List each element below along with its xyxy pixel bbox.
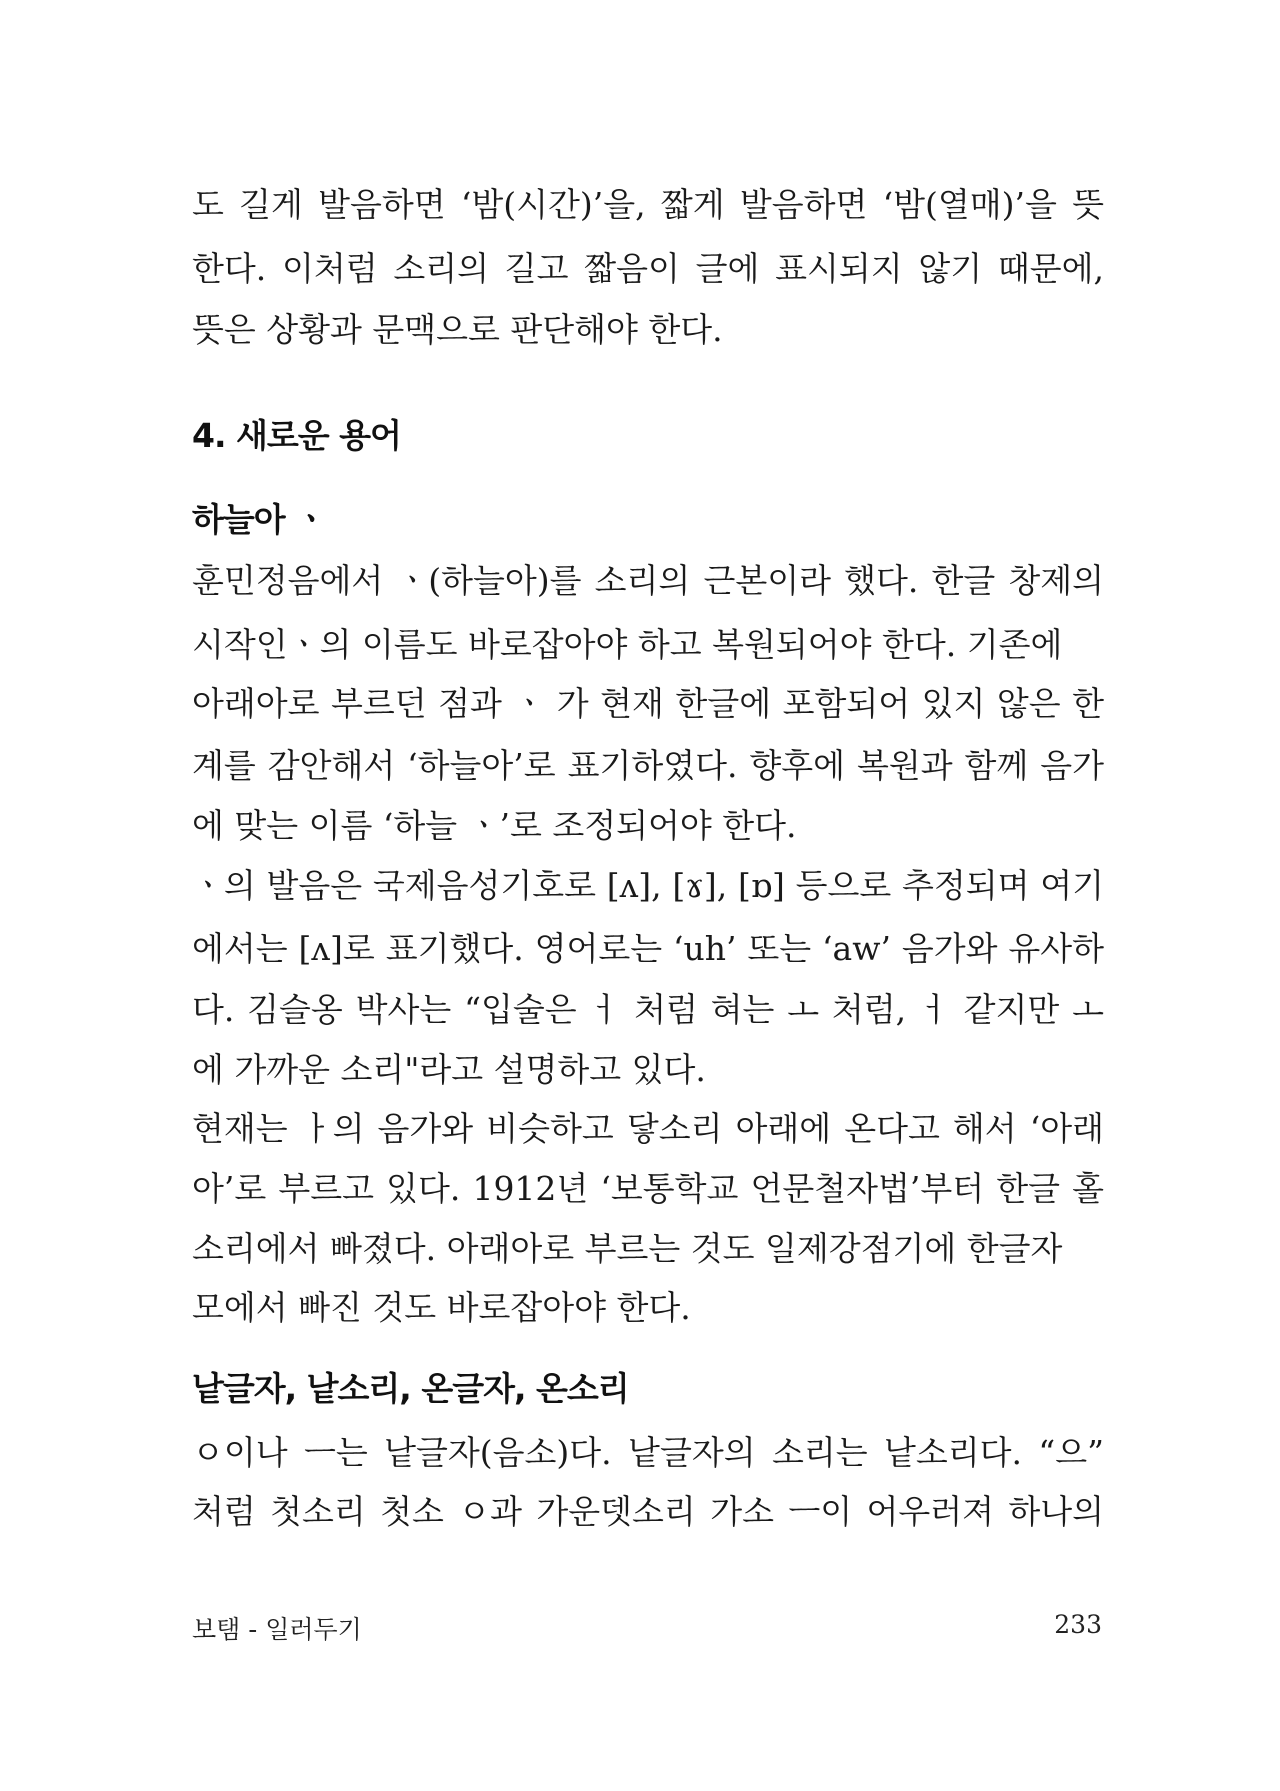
text-line: 현재는 ㅏ의 음가와 비슷하고 닿소리 아래에 온다고 해서 ‘아래 — [192, 1109, 1104, 1148]
text-line: 소리에서 빠졌다. 아래아로 부르는 것도 일제강점기에 한글자 — [192, 1229, 1063, 1268]
text-line: 시작인ㆍ의 이름도 바로잡아야 하고 복원되어야 한다. 기존에 — [192, 625, 1063, 664]
text-line: 뜻은 상황과 문맥으로 판단해야 한다. — [192, 310, 723, 349]
term-heading-haneula: 하늘아 ㆍ — [192, 500, 327, 539]
running-title: 보탬 - 일러두기 — [192, 1615, 362, 1644]
text-line: 다. 김슬옹 박사는 “입술은 ㅓ 처럼 혀는 ㅗ 처럼, ㅓ 같지만 ㅗ — [192, 990, 1104, 1029]
text-line: 모에서 빠진 것도 바로잡아야 한다. — [192, 1288, 691, 1327]
text-line: 에 맞는 이름 ‘하늘 ㆍ’로 조정되어야 한다. — [192, 806, 797, 845]
text-line: 에 가까운 소리"라고 설명하고 있다. — [192, 1050, 706, 1089]
text-line: 도 길게 발음하면 ‘밤(시간)’을, 짧게 발음하면 ‘밤(열매)’을 뜻 — [192, 185, 1104, 224]
text-line: 에서는 [ʌ]로 표기했다. 영어로는 ‘uh’ 또는 ‘aw’ 음가와 유사하 — [192, 929, 1104, 968]
text-line: 훈민정음에서 ㆍ(하늘아)를 소리의 근본이라 했다. 한글 창제의 — [192, 561, 1104, 600]
section-heading: 4. 새로운 용어 — [192, 416, 401, 455]
text-line: ㆍ의 발음은 국제음성기호로 [ʌ], [ɤ], [ɒ] 등으로 추정되며 여기 — [192, 866, 1104, 905]
text-line: 아래아로 부르던 점과 ㆍ 가 현재 한글에 포함되어 있지 않은 한 — [192, 684, 1104, 723]
text-line: ㅇ이나 ㅡ는 낱글자(음소)다. 낱글자의 소리는 낱소리다. “으” — [192, 1433, 1104, 1472]
text-line: 계를 감안해서 ‘하늘아’로 표기하였다. 향후에 복원과 함께 음가 — [192, 746, 1104, 785]
term-heading-natgeulja: 낱글자, 낱소리, 온글자, 온소리 — [192, 1369, 629, 1408]
text-line: 처럼 첫소리 첫소 ㅇ과 가운뎃소리 가소 ㅡ이 어우러져 하나의 — [192, 1492, 1104, 1531]
text-line: 아’로 부르고 있다. 1912년 ‘보통학교 언문철자법’부터 한글 홀 — [192, 1169, 1104, 1208]
page-number: 233 — [1054, 1610, 1102, 1639]
text-line: 한다. 이처럼 소리의 길고 짧음이 글에 표시되지 않기 때문에, — [192, 249, 1104, 288]
